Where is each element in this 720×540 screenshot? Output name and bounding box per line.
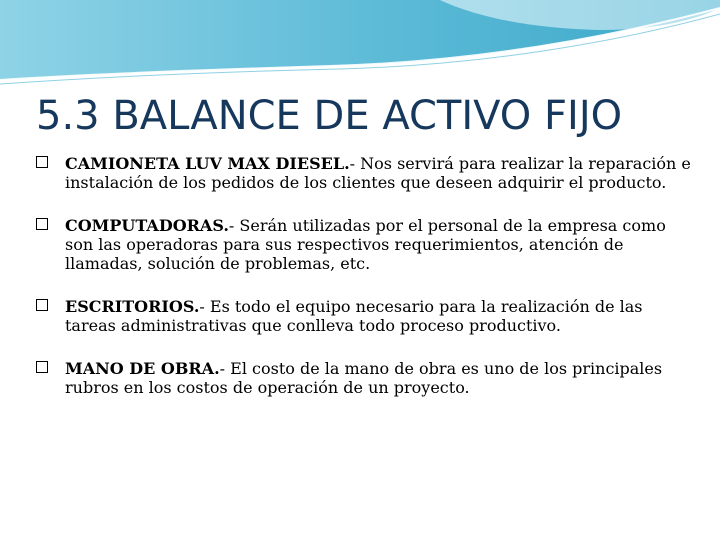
missing-glyph-box-icon (36, 361, 48, 373)
list-item (36, 359, 696, 397)
bullet-list (36, 154, 696, 397)
item-term: CAMIONETA LUV MAX DIESEL. (65, 154, 350, 173)
header-wave-decoration (0, 0, 720, 90)
item-term: MANO DE OBRA. (65, 359, 220, 378)
list-item (36, 154, 696, 192)
missing-glyph-box-icon (36, 299, 48, 311)
item-term: COMPUTADORAS. (65, 216, 229, 235)
item-description: - Nos servirá para realizar la reparación e instalación de los pedidos de los clientes que deseen adquirir el producto. (65, 154, 691, 192)
item-description: - Es todo el equipo necesario para la realización de las tareas administrativas que conlleva todo proceso productivo. (65, 297, 643, 335)
slide-title: 5.3 BALANCE DE ACTIVO FIJO (36, 93, 623, 139)
missing-glyph-box-icon (36, 218, 48, 230)
item-description: - El costo de la mano de obra es uno de los principales rubros en los costos de operación de un proyecto. (65, 359, 663, 397)
item-term: ESCRITORIOS. (65, 297, 200, 316)
list-item (36, 216, 696, 273)
item-description: - Serán utilizadas por el personal de la empresa como son las operadoras para sus respectivos requerimientos, atención de llamadas, solución de problemas, etc. (65, 216, 666, 273)
list-item (36, 297, 696, 335)
missing-glyph-box-icon (36, 156, 48, 168)
